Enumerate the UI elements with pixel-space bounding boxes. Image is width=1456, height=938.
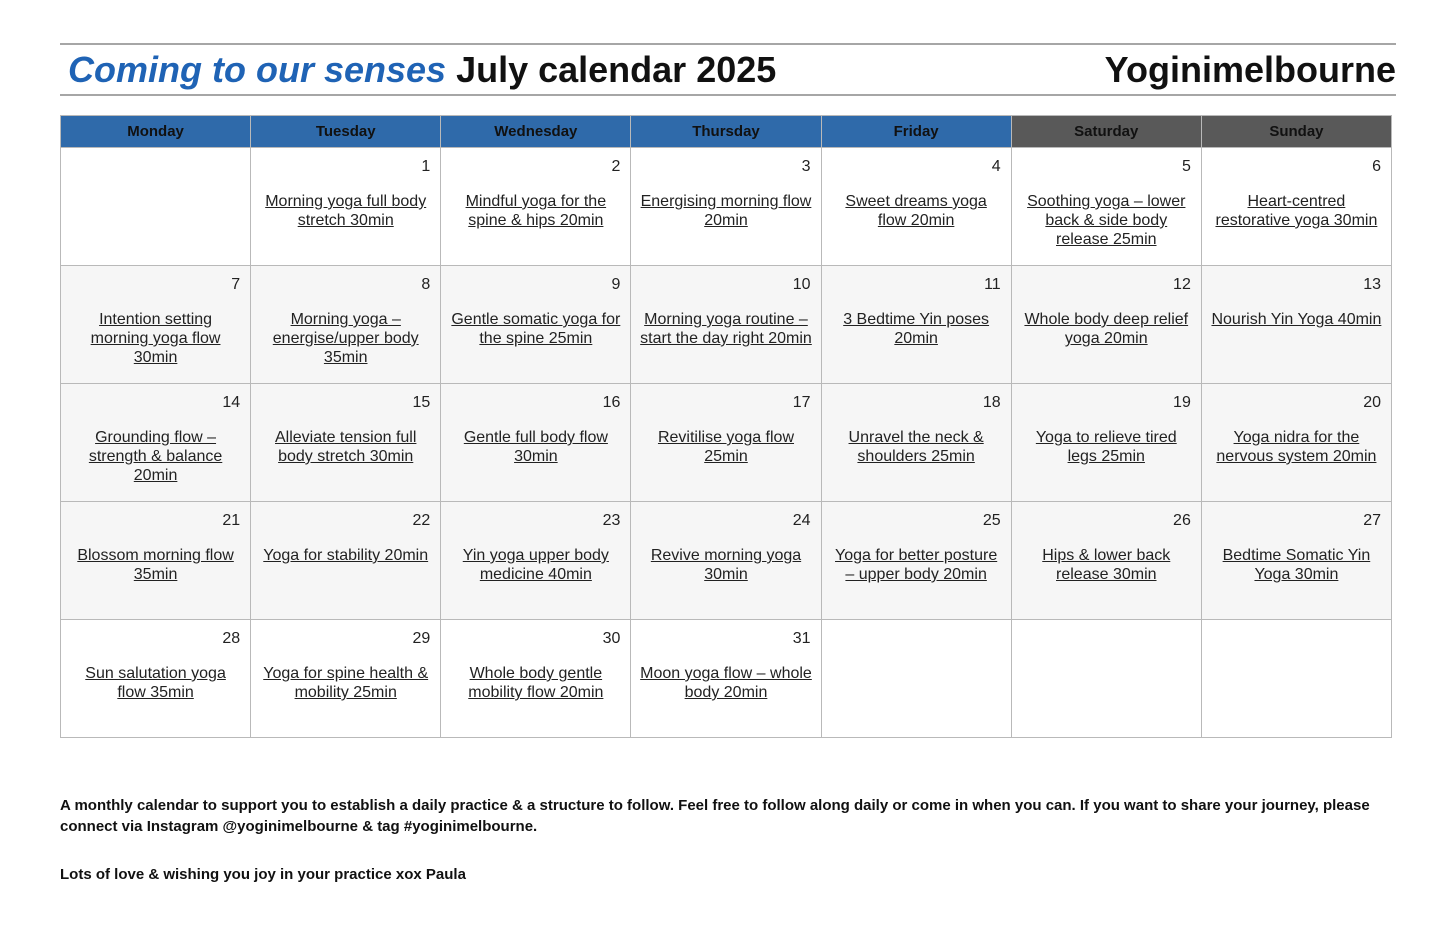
calendar-day-cell bbox=[631, 620, 821, 738]
calendar-day-cell bbox=[631, 266, 821, 384]
page-title bbox=[68, 48, 776, 92]
yoga-class-link[interactable]: Intention setting morning yoga flow 30min bbox=[90, 311, 221, 366]
yoga-class-link[interactable]: Morning yoga full body stretch 30min bbox=[265, 193, 427, 229]
yoga-class-link[interactable]: Bedtime Somatic Yin Yoga 30min bbox=[1222, 547, 1371, 583]
day-number: 17 bbox=[792, 394, 811, 411]
day-number: 23 bbox=[602, 512, 621, 529]
yoga-class-link[interactable]: Sweet dreams yoga flow 20min bbox=[845, 193, 987, 229]
yoga-class-link[interactable]: Yoga for spine health & mobility 25min bbox=[263, 665, 429, 701]
day-number: 16 bbox=[602, 394, 621, 411]
calendar-day-cell bbox=[441, 502, 631, 620]
yoga-class-link[interactable]: Soothing yoga – lower back & side body release 25min bbox=[1027, 193, 1186, 248]
calendar-day-cell bbox=[61, 620, 251, 738]
yoga-class-link[interactable]: Yoga to relieve tired legs 25min bbox=[1035, 429, 1177, 465]
calendar-day-cell bbox=[61, 502, 251, 620]
yoga-class-link[interactable]: Yoga for stability 20min bbox=[263, 547, 429, 564]
calendar-week-row bbox=[61, 266, 1392, 384]
calendar-day-cell bbox=[441, 266, 631, 384]
calendar-day-cell bbox=[631, 502, 821, 620]
weekday-header-thursday: Thursday bbox=[631, 116, 821, 148]
yoga-class-link[interactable]: Gentle somatic yoga for the spine 25min bbox=[451, 311, 621, 347]
weekday-header-friday: Friday bbox=[821, 116, 1011, 148]
yoga-class-link[interactable]: Blossom morning flow 35min bbox=[77, 547, 234, 583]
calendar-day-cell bbox=[631, 148, 821, 266]
calendar-day-cell bbox=[821, 266, 1011, 384]
day-number: 7 bbox=[231, 276, 241, 293]
yoga-class-link[interactable]: Gentle full body flow 30min bbox=[463, 429, 608, 465]
calendar-grid bbox=[60, 115, 1392, 738]
calendar-day-cell bbox=[821, 148, 1011, 266]
footer-signoff: Lots of love & wishing you joy in your practice xox Paula bbox=[60, 866, 466, 883]
yoga-class-link[interactable]: Alleviate tension full body stretch 30min bbox=[275, 429, 417, 465]
day-number: 12 bbox=[1173, 276, 1191, 293]
calendar-day-cell bbox=[1201, 384, 1391, 502]
calendar-day-cell bbox=[821, 620, 1011, 738]
day-number: 6 bbox=[1372, 158, 1381, 175]
yoga-class-link[interactable]: Moon yoga flow – whole body 20min bbox=[640, 665, 812, 701]
weekday-header-wednesday: Wednesday bbox=[441, 116, 631, 148]
calendar-day-cell bbox=[1011, 266, 1201, 384]
weekday-header-row bbox=[61, 116, 1392, 148]
calendar-day-cell bbox=[1011, 148, 1201, 266]
yoga-class-link[interactable]: Yin yoga upper body medicine 40min bbox=[462, 547, 609, 583]
weekday-header-tuesday: Tuesday bbox=[251, 116, 441, 148]
yoga-class-link[interactable]: Sun salutation yoga flow 35min bbox=[85, 665, 226, 701]
day-number: 22 bbox=[412, 512, 431, 529]
yoga-class-link[interactable]: Whole body gentle mobility flow 20min bbox=[468, 665, 604, 701]
day-number: 24 bbox=[792, 512, 811, 529]
calendar-day-cell bbox=[251, 148, 441, 266]
day-number: 26 bbox=[1173, 512, 1191, 529]
day-number: 4 bbox=[991, 158, 1001, 175]
calendar-day-cell bbox=[1201, 620, 1391, 738]
calendar-day-cell bbox=[441, 148, 631, 266]
calendar-day-cell bbox=[1011, 384, 1201, 502]
day-number: 13 bbox=[1363, 276, 1381, 293]
yoga-class-link[interactable]: Unravel the neck & shoulders 25min bbox=[848, 429, 984, 465]
yoga-class-link[interactable]: Morning yoga – energise/upper body 35min bbox=[272, 311, 419, 366]
calendar-week-row bbox=[61, 148, 1392, 266]
day-number: 18 bbox=[982, 394, 1001, 411]
yoga-class-link[interactable]: Heart-centred restorative yoga 30min bbox=[1215, 193, 1378, 229]
brand-name: Yoginimelbourne bbox=[1104, 49, 1396, 90]
calendar-day-cell bbox=[61, 266, 251, 384]
yoga-class-link[interactable]: Grounding flow – strength & balance 20min bbox=[88, 429, 223, 484]
calendar-day-cell bbox=[1201, 148, 1391, 266]
yoga-class-link[interactable]: 3 Bedtime Yin poses 20min bbox=[843, 311, 990, 347]
day-number: 3 bbox=[801, 158, 811, 175]
calendar-day-cell bbox=[251, 502, 441, 620]
weekday-header-sunday: Sunday bbox=[1201, 116, 1391, 148]
title-month: July calendar 2025 bbox=[456, 49, 777, 90]
calendar-day-cell bbox=[251, 266, 441, 384]
day-number: 28 bbox=[222, 630, 241, 647]
calendar-week-row bbox=[61, 502, 1392, 620]
day-number: 10 bbox=[792, 276, 811, 293]
calendar-week-row bbox=[61, 384, 1392, 502]
weekday-header-saturday: Saturday bbox=[1011, 116, 1201, 148]
yoga-class-link[interactable]: Energising morning flow 20min bbox=[640, 193, 812, 229]
day-number: 29 bbox=[412, 630, 431, 647]
calendar-day-cell bbox=[821, 502, 1011, 620]
yoga-class-link[interactable]: Revitilise yoga flow 25min bbox=[657, 429, 795, 465]
day-number: 21 bbox=[222, 512, 241, 529]
day-number: 11 bbox=[984, 276, 1001, 293]
calendar-day-cell bbox=[1201, 502, 1391, 620]
header-underline bbox=[60, 94, 1396, 96]
day-number: 9 bbox=[611, 276, 621, 293]
day-number: 20 bbox=[1363, 394, 1381, 411]
calendar-day-cell bbox=[251, 384, 441, 502]
calendar-day-cell bbox=[251, 620, 441, 738]
calendar-day-cell bbox=[631, 384, 821, 502]
yoga-class-link[interactable]: Morning yoga routine – start the day right 20min bbox=[640, 311, 812, 347]
calendar-day-cell bbox=[441, 620, 631, 738]
day-number: 5 bbox=[1181, 158, 1191, 175]
calendar-week-row bbox=[61, 620, 1392, 738]
calendar-day-cell bbox=[821, 384, 1011, 502]
calendar-body bbox=[61, 148, 1392, 738]
calendar-day-cell bbox=[1011, 502, 1201, 620]
day-number: 15 bbox=[412, 394, 431, 411]
yoga-class-link[interactable]: Hips & lower back release 30min bbox=[1042, 547, 1171, 583]
day-number: 27 bbox=[1363, 512, 1381, 529]
footer-description: A monthly calendar to support you to establish a daily practice & a structure to follow. Feel free to follow along daily or come in when you can. If you want to share your journey, please connect via Instagram @yoginimelbourne & tag #yoginimelbourne. bbox=[60, 797, 1370, 835]
weekday-header-monday: Monday bbox=[61, 116, 251, 148]
calendar-day-cell bbox=[61, 148, 251, 266]
day-number: 2 bbox=[611, 158, 621, 175]
yoga-class-link[interactable]: Nourish Yin Yoga 40min bbox=[1211, 311, 1382, 328]
title-italic: Coming to our senses bbox=[68, 49, 447, 90]
calendar-day-cell bbox=[441, 384, 631, 502]
day-number: 8 bbox=[421, 276, 431, 293]
day-number: 25 bbox=[982, 512, 1001, 529]
calendar-day-cell bbox=[1011, 620, 1201, 738]
top-rule bbox=[60, 43, 1396, 45]
yoga-class-link[interactable]: Yoga for better posture – upper body 20min bbox=[835, 547, 998, 583]
day-number: 1 bbox=[421, 158, 431, 175]
day-number: 14 bbox=[222, 394, 241, 411]
yoga-class-link[interactable]: Whole body deep relief yoga 20min bbox=[1024, 311, 1189, 347]
day-number: 19 bbox=[1173, 394, 1191, 411]
calendar-day-cell bbox=[61, 384, 251, 502]
day-number: 30 bbox=[602, 630, 621, 647]
yoga-class-link[interactable]: Revive morning yoga 30min bbox=[650, 547, 802, 583]
yoga-class-link[interactable]: Yoga nidra for the nervous system 20min bbox=[1216, 429, 1377, 465]
calendar-day-cell bbox=[1201, 266, 1391, 384]
header bbox=[68, 48, 1396, 92]
day-number: 31 bbox=[792, 630, 811, 647]
yoga-class-link[interactable]: Mindful yoga for the spine & hips 20min bbox=[465, 193, 607, 229]
